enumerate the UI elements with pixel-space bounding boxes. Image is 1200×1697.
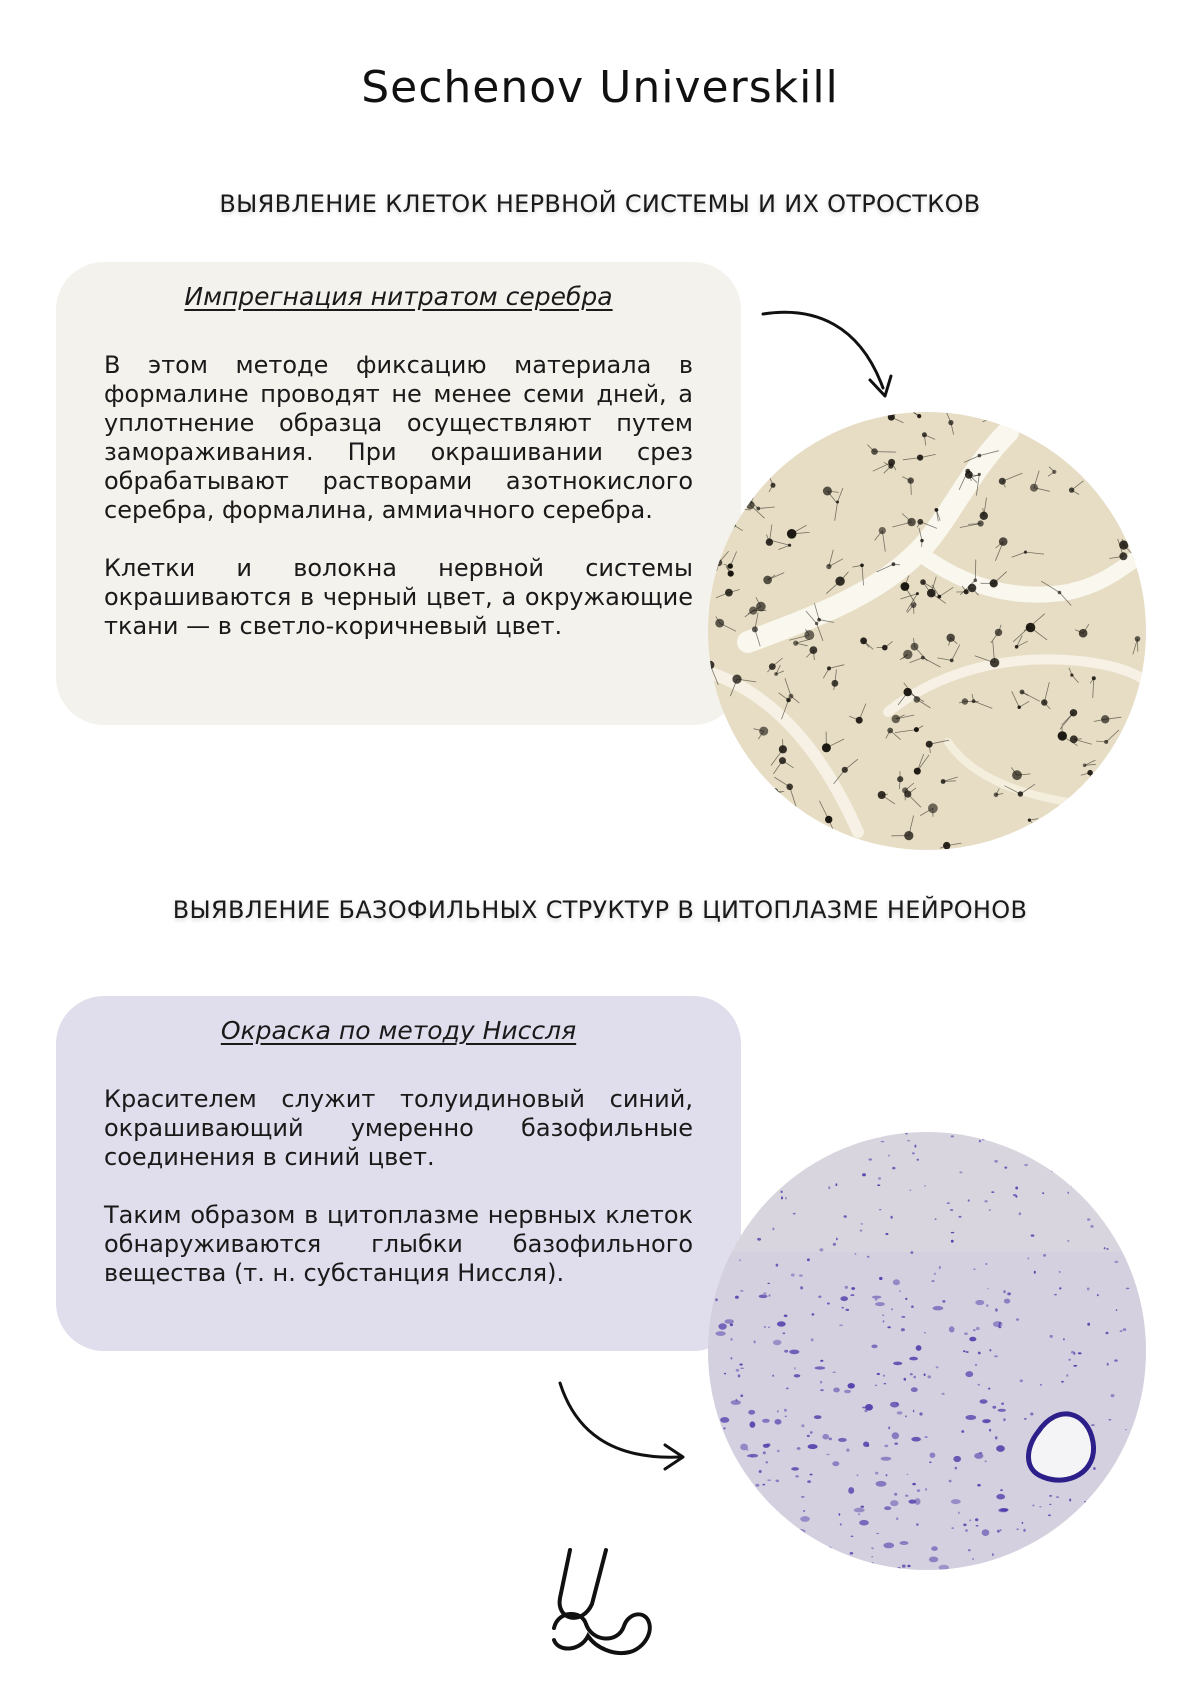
brand-title: Sechenov Universkill — [361, 62, 839, 113]
card-paragraph: Таким образом в цитоплазме нервных клеток обнаруживаются глыбки базофильного вещества (т. н. субстанция Ниссля). — [104, 1201, 693, 1287]
nissl-micrograph-image — [708, 1132, 1146, 1570]
silver-micrograph-image — [708, 412, 1146, 850]
card-nissl-stain — [56, 996, 741, 1351]
arrow-down-icon — [755, 300, 905, 410]
card-paragraph: В этом методе фиксацию материала в формалине проводят не менее семи дней, а уплотнение образца осуществляют путем замораживания. При окрашивании срез обрабатывают растворами азотнокислого серебра, формалина, аммиачного серебра. — [104, 351, 693, 524]
us-logo-icon — [548, 1540, 658, 1660]
arrow-right-icon — [550, 1375, 700, 1485]
card-silver-impregnation — [56, 262, 741, 725]
card-paragraph: Клетки и волокна нервной системы окрашиваются в черный цвет, а окружающие ткани — в светло-коричневый цвет. — [104, 554, 693, 640]
section-title-nissl: ВЫЯВЛЕНИЕ БАЗОФИЛЬНЫХ СТРУКТУР В ЦИТОПЛАЗМЕ НЕЙРОНОВ — [172, 896, 1028, 924]
card-paragraph: Красителем служит толуидиновый синий, окрашивающий умеренно базофильные соединения в синий цвет. — [104, 1085, 693, 1171]
card-title: Импрегнация нитратом серебра — [184, 282, 613, 311]
card-title: Окраска по методу Ниссля — [220, 1016, 577, 1045]
section-title-silver: ВЫЯВЛЕНИЕ КЛЕТОК НЕРВНОЙ СИСТЕМЫ И ИХ ОТРОСТКОВ — [219, 190, 981, 218]
